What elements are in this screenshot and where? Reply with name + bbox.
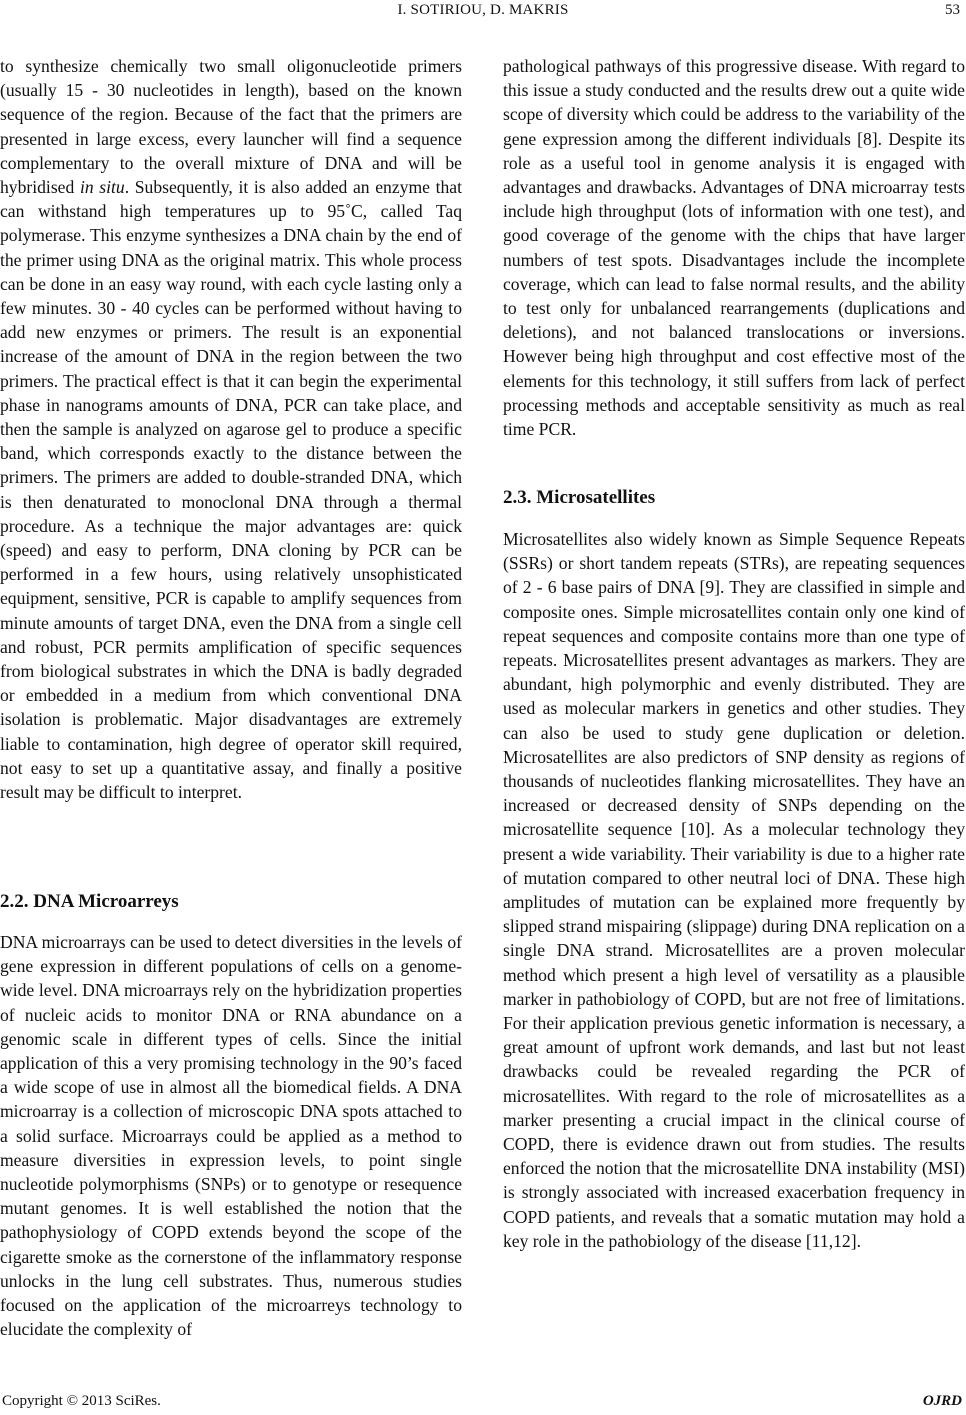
left-paragraph-1 (0, 54, 462, 804)
page-number: 53 (945, 2, 960, 18)
page-footer (0, 1393, 966, 1413)
section-heading-microarrays: 2.2. DNA Microarreys (0, 891, 179, 912)
right-paragraph-2: Microsatellites also widely known as Simple Sequence Repeats (SSRs) or short tandem repeats (STRs), are repeating sequences of 2 - 6 base pairs of DNA [9]. They are classified in simple and composite ones. Simple microsatellites contain only one kind of repeat sequences and composite contains more than one type of repeats. Microsatellites present advantages as markers. They are abundant, high polymorphic and evenly distributed. They are used as molecular markers in genetics and other studies. They can also be used to study gene duplication or deletion. Microsatellites are also predictors of SNP density as regions of thousands of nucleotides flanking microsatellites. They have an increased or decreased density of SNPs depending on the microsatellite sequence [10]. As a molecular technology they present a wide variability. Their variability is due to a higher rate of mutation compared to other neutral loci of DNA. These high amplitudes of mutation can be explained more frequently by slipped strand mispairing (slippage) during DNA replication on a single DNA strand. Microsatellites are a proven molecular method which present a high level of versatility as a plausible marker in pathobiology of COPD, but are not free of limitations. For their application previous genetic information is necessary, a great amount of upfront work demands, and last but not least drawbacks could be revealed regarding the PCR of microsatellites. With regard to the role of microsatellites as a marker presenting a crucial impact in the clinical course of COPD, there is evidence drawn out from studies. The results enforced the notion that the microsatellite DNA instability (MSI) is strongly associated with increased exacerbation frequency in COPD patients, and reveals that a somatic mutation may hold a key role in the pathobiology of the disease [11,12]. (503, 529, 965, 1251)
running-header (0, 2, 966, 24)
left-paragraph-1-italic: in situ (79, 177, 125, 198)
running-title: I. SOTIRIOU, D. MAKRIS (397, 2, 569, 18)
left-paragraph-2: DNA microarrays can be used to detect diversities in the levels of gene expression in different populations of cells on a genome-wide level. DNA microarrays rely on the hybridization properties of nucleic acids to monitor DNA or RNA abundance on a genomic scale in different types of cells. Since the initial application of this a very promising technology in the 90’s faced a wide scope of use in almost all the biomedical fields. A DNA microarray is a collection of microscopic DNA spots attached to a solid surface. Microarrays could be applied as a method to measure diversities in expression levels, to point single nucleotide polymorphisms (SNPs) or to genotype or resequence mutant genomes. It is well established the notion that the pathophysiology of COPD extends beyond the scope of the cigarette smoke as the cornerstone of the inflammatory response unlocks in the lung cell substrates. Thus, numerous studies focused on the application of the microarreys technology to elucidate the complexity of (0, 932, 462, 1340)
left-paragraph-1-text-a: to synthesize chemically two small oligonucleotide primers (usually 15 - 30 nucleotides in length), based on the known sequence of the region. Because of the fact that the primers are presented in large excess, every launcher will find a sequence complementary to the overall mixture of DNA and will be hybridised (0, 56, 462, 198)
section-heading-microsatellites: 2.3. Microsatellites (503, 487, 656, 508)
right-column (503, 54, 965, 441)
copyright-notice: Copyright © 2013 SciRes. (2, 1393, 161, 1409)
right-paragraph-1: pathological pathways of this progressive disease. With regard to this issue a study conducted and the results drew out a quite wide scope of diversity which could be address to the variability of the gene expression among the different individuals [8]. Despite its role as a useful tool in genome analysis it is engaged with advantages and drawbacks. Advantages of DNA microarray tests include high throughput (lots of information with one test), and good coverage of the genome with the chips that have larger numbers of test spots. Disadvantages include the incomplete coverage, which can lead to false normal results, and the ability to test only for unbalanced rearrangements (duplications and deletions), and not balanced translocations or inversions. However being high throughput and cost effective most of the elements for this technology, it still suffers from lack of perfect processing methods and acceptable sensitivity as much as real time PCR. (503, 56, 965, 440)
journal-abbreviation: OJRD (922, 1393, 962, 1409)
left-paragraph-1-text-b: . Subsequently, it is also added an enzyme that can withstand high temperatures up to 95˚C, called Taq polymerase. This enzyme synthesizes a DNA chain by the end of the primer using DNA as the original matrix. This whole process can be done in an easy way round, with each cycle lasting only a few minutes. 30 - 40 cycles can be performed without having to add new enzymes or primers. The result is an exponential increase of the amount of DNA in the region between the two primers. The practical effect is that it can begin the experimental phase in nanograms amounts of DNA, PCR can take place, and then the sample is analyzed on agarose gel to produce a specific band, which corresponds exactly to the distance between the primers. The primers are added to double-stranded DNA, which is then denaturated to monoclonal DNA through a thermal procedure. As a technique the major advantages are: quick (speed) and easy to perform, DNA cloning by PCR can be performed in a few hours, using relatively unsophisticated equipment, sensitive, PCR is capable to amplify sequences from minute amounts of target DNA, even the DNA from a single cell and robust, PCR permits amplification of specific sequences from biological substrates in which the DNA is badly degraded or embedded in a medium from which conventional DNA isolation is problematic. Major disadvantages are extremely liable to contamination, high degree of operator skill required, not easy to set up a quantitative assay, and finally a positive result may be difficult to interpret. (0, 177, 462, 803)
left-column (0, 54, 462, 804)
